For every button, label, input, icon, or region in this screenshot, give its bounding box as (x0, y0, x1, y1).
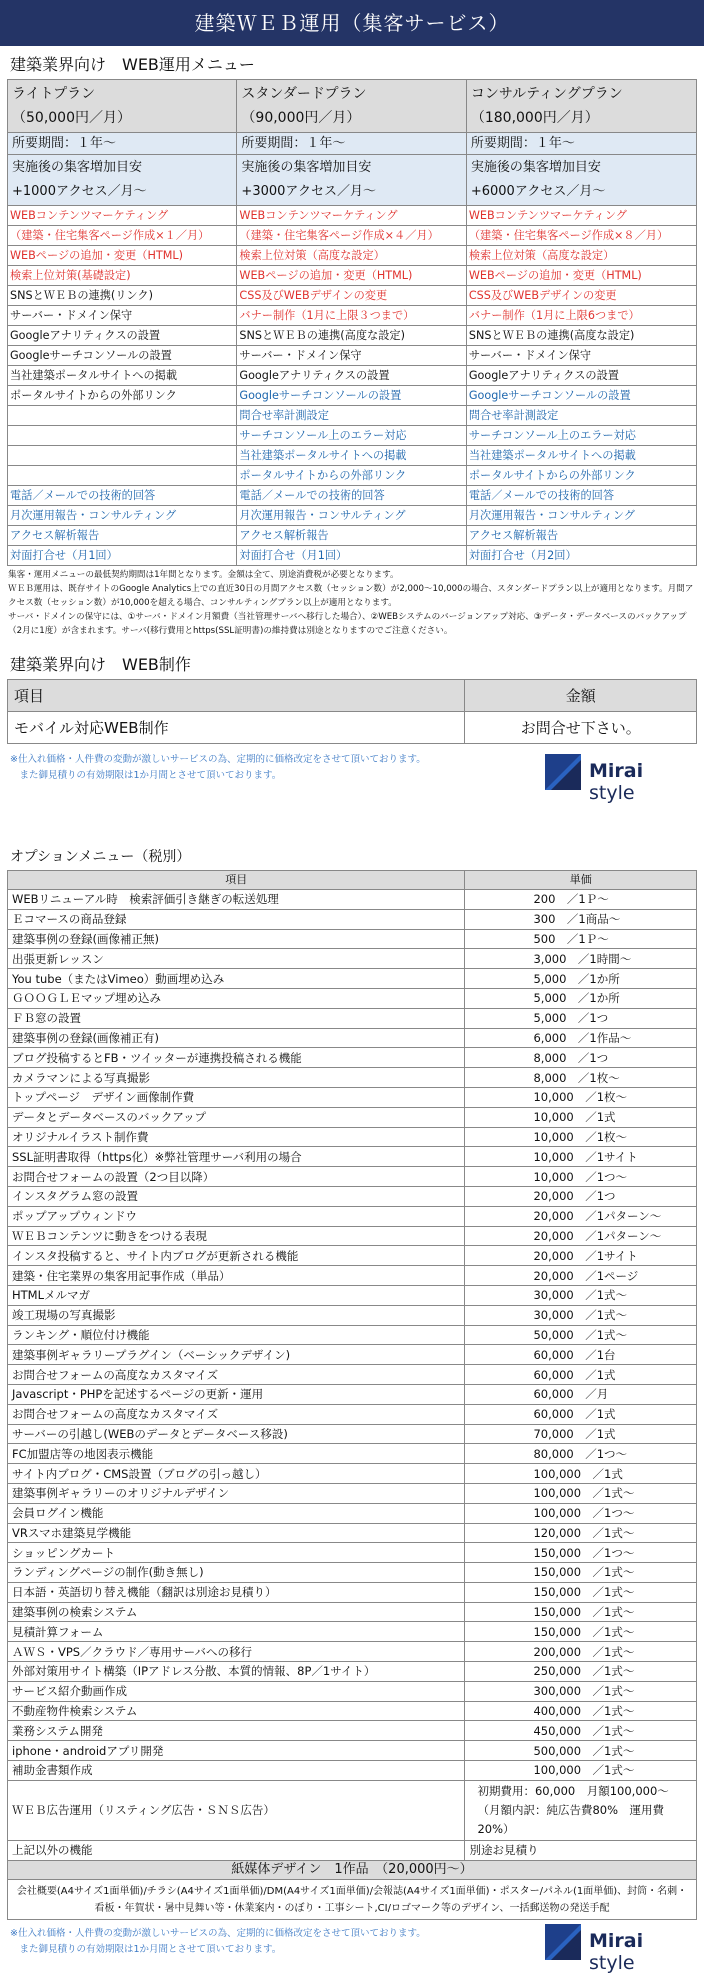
option-price: 30,000 ／1式〜 (465, 1305, 697, 1325)
option-row (8, 1325, 697, 1345)
notice-line: また御見積りの有効期限は1か月間とさせて頂いております。 (10, 1944, 282, 1956)
menu-section-title: 建築業界向け WEB運用メニュー (10, 55, 255, 74)
option-row (8, 1127, 697, 1147)
plan-feature: 月次運用報告・コンサルティング (237, 506, 466, 526)
option-row (8, 929, 697, 949)
plan-feature: 対面打合せ（月1回） (8, 546, 237, 566)
option-item: 建築事例の検索システム (8, 1602, 465, 1622)
plan-feature-row (8, 226, 697, 246)
production-section-title: 建築業界向け WEB制作 (10, 655, 191, 674)
option-price: 20,000 ／1つ (465, 1186, 697, 1206)
option-item: データとデータベースのバックアップ (8, 1107, 465, 1127)
option-row (8, 1523, 697, 1543)
option-row (8, 1107, 697, 1127)
note-line: ＷＥＢ運用は、既存サイトのGoogle Analytics上での直近30日の月間アクセス数（セッション数）が2,000〜10,000の場合、スタンダードプラン以上が適用となります。月間アクセス数（セッション数）が10,000を超える場合、コンサルティングプラン以上が適用となります。 (8, 584, 694, 608)
production-price: お問合せ下さい。 (465, 712, 697, 744)
option-item: SSL証明書取得（https化）※弊社管理サーバ利用の場合 (8, 1147, 465, 1167)
option-item: WEBリニューアル時 検索評価引き継ぎの転送処理 (8, 890, 465, 910)
option-item: ショッピングカート (8, 1543, 465, 1563)
option-item: トップページ デザイン画像制作費 (8, 1087, 465, 1107)
plan-estimate (466, 155, 696, 206)
plan-feature-row (8, 246, 697, 266)
option-item: ポップアップウィンドウ (8, 1206, 465, 1226)
option-price: 10,000 ／1枚〜 (465, 1127, 697, 1147)
option-price: 450,000 ／1式〜 (465, 1721, 697, 1741)
logo-brand: Mirai (589, 760, 644, 782)
option-item: ＡＷＳ・VPS／クラウド／専用サーバへの移行 (8, 1642, 465, 1662)
plan-feature: 電話／メールでの技術的回答 (466, 486, 696, 506)
plan-feature: Googleアナリティクスの設置 (466, 366, 696, 386)
plan-notes (0, 566, 704, 638)
plan-feature: CSS及びWEBデザインの変更 (237, 286, 466, 306)
plan-feature: 月次運用報告・コンサルティング (466, 506, 696, 526)
notice-line: また御見積りの有効期限は1か月間とさせて頂いております。 (10, 770, 282, 781)
ad-price (465, 1780, 697, 1840)
option-item: Ｅコマースの商品登録 (8, 909, 465, 929)
plan-header-consulting (466, 80, 696, 133)
plan-feature: WEBページの追加・変更（HTML) (8, 246, 237, 266)
notice-line: ※仕入れ価格・人件費の変動が激しいサービスの為、定期的に価格改定をさせて頂いております。 (10, 754, 426, 765)
option-price: 10,000 ／1つ〜 (465, 1167, 697, 1187)
plan-feature-row (8, 346, 697, 366)
plan-estimate (8, 155, 237, 206)
option-item: インスタグラム窓の設置 (8, 1186, 465, 1206)
plan-price: （90,000円／月） (241, 110, 361, 126)
plan-feature: 当社建築ポータルサイトへの掲載 (466, 446, 696, 466)
option-price: 150,000 ／1式〜 (465, 1582, 697, 1602)
option-price: 300,000 ／1式〜 (465, 1681, 697, 1701)
option-price: 100,000 ／1式〜 (465, 1761, 697, 1781)
notice-line: ※仕入れ価格・人件費の変動が激しいサービスの為、定期的に価格改定をさせて頂いております。 (10, 1928, 426, 1940)
plan-feature: WEBページの追加・変更（HTML) (237, 266, 466, 286)
plan-feature: 電話／メールでの技術的回答 (237, 486, 466, 506)
option-price: 20,000 ／1サイト (465, 1246, 697, 1266)
logo-mark-icon (545, 1924, 581, 1960)
option-price: 20,000 ／1パターン〜 (465, 1226, 697, 1246)
estimate-label: 実施後の集客増加目安 (470, 160, 601, 175)
production-item: モバイル対応WEB制作 (8, 712, 465, 744)
plan-header-standard (237, 80, 466, 133)
options-head-item: 項目 (8, 871, 465, 890)
option-item: 外部対策用サイト構築（IPアドレス分散、本質的情報、8P／1サイト） (8, 1662, 465, 1682)
plan-name: ライトプラン (12, 86, 96, 102)
plan-feature: 対面打合せ（月2回） (466, 546, 696, 566)
plan-feature: Googleアナリティクスの設置 (8, 326, 237, 346)
option-row (8, 1186, 697, 1206)
option-price: 500,000 ／1式〜 (465, 1741, 697, 1761)
option-item: VRスマホ建築見学機能 (8, 1523, 465, 1543)
plan-term: 所要期間：１年〜 (466, 133, 696, 155)
option-row (8, 1345, 697, 1365)
plan-name: コンサルティングプラン (470, 86, 623, 102)
plan-feature (8, 446, 237, 466)
option-item: お問合せフォームの設置（2つ目以降） (8, 1167, 465, 1187)
option-row (8, 1622, 697, 1642)
option-row (8, 1087, 697, 1107)
option-row (8, 1563, 697, 1583)
option-item: ＧＯＯＧＬＥマップ埋め込み (8, 988, 465, 1008)
option-row (8, 1741, 697, 1761)
option-row (8, 1068, 697, 1088)
plan-feature: Googleアナリティクスの設置 (237, 366, 466, 386)
option-row (8, 1602, 697, 1622)
ad-price-line: （月額内訳：純広告費80% 運用費20%） (477, 1802, 665, 1836)
option-row (8, 1167, 697, 1187)
plan-feature: WEBページの追加・変更（HTML) (466, 266, 696, 286)
option-price: 60,000 ／月 (465, 1384, 697, 1404)
option-row (8, 1761, 697, 1781)
plan-feature: アクセス解析報告 (8, 526, 237, 546)
option-price: 5,000 ／1か所 (465, 969, 697, 989)
option-row (8, 1543, 697, 1563)
option-item: FC加盟店等の地図表示機能 (8, 1444, 465, 1464)
plan-feature: （建築・住宅集客ページ作成×８／月） (466, 226, 696, 246)
option-price: 10,000 ／1式 (465, 1107, 697, 1127)
ad-item: ＷＥＢ広告運用（リスティング広告・ＳＮＳ広告） (8, 1780, 465, 1840)
option-price: 3,000 ／1時間〜 (465, 949, 697, 969)
plan-feature (8, 466, 237, 486)
option-price: 200,000 ／1式〜 (465, 1642, 697, 1662)
option-price: 80,000 ／1つ〜 (465, 1444, 697, 1464)
plan-feature: （建築・住宅集客ページ作成×１／月） (8, 226, 237, 246)
plan-feature: （建築・住宅集客ページ作成×４／月） (237, 226, 466, 246)
plan-table (7, 79, 697, 566)
plan-feature: サーチコンソール上のエラー対応 (237, 426, 466, 446)
plan-feature: 問合せ率計測設定 (237, 406, 466, 426)
plan-feature: 問合せ率計測設定 (466, 406, 696, 426)
option-row (8, 1642, 697, 1662)
logo-mark-icon (545, 754, 581, 790)
logo-suffix: style (589, 782, 635, 804)
logo-text (589, 760, 690, 804)
option-row (8, 1681, 697, 1701)
plan-feature: ポータルサイトからの外部リンク (8, 386, 237, 406)
plan-feature: サーバー・ドメイン保守 (466, 346, 696, 366)
option-item: HTMLメルマガ (8, 1285, 465, 1305)
plan-term: 所要期間：１年〜 (237, 133, 466, 155)
option-item: iphone・androidアプリ開発 (8, 1741, 465, 1761)
option-price: 150,000 ／1式〜 (465, 1622, 697, 1642)
mirai-style-logo (545, 754, 690, 804)
plan-feature: 検索上位対策(基礎設定) (8, 266, 237, 286)
plan-feature: アクセス解析報告 (237, 526, 466, 546)
option-row (8, 1266, 697, 1286)
option-item: You tube（またはVimeo）動画埋め込み (8, 969, 465, 989)
option-price: 70,000 ／1式 (465, 1424, 697, 1444)
plan-feature-row (8, 386, 697, 406)
plan-feature-row (8, 546, 697, 566)
option-row (8, 1444, 697, 1464)
estimate-label: 実施後の集客増加目安 (241, 160, 372, 175)
option-row (8, 1028, 697, 1048)
option-item: 建築事例ギャラリーのオリジナルデザイン (8, 1483, 465, 1503)
plan-feature: アクセス解析報告 (466, 526, 696, 546)
notice-block (0, 744, 704, 804)
plan-feature: 検索上位対策（高度な設定） (237, 246, 466, 266)
ad-price-line: 初期費用：60,000 月額100,000〜 (477, 1783, 669, 1798)
option-price: 10,000 ／1サイト (465, 1147, 697, 1167)
option-row (8, 988, 697, 1008)
plan-feature-row (8, 406, 697, 426)
plan-feature-row (8, 526, 697, 546)
option-price: 150,000 ／1式〜 (465, 1563, 697, 1583)
note-line: 集客・運用メニューの最低契約期間は1年間となります。金額は全て、別途消費税が必要となります。 (8, 570, 399, 580)
option-item: 出張更新レッスン (8, 949, 465, 969)
option-price: 100,000 ／1つ〜 (465, 1503, 697, 1523)
production-head-price: 金額 (465, 680, 697, 712)
plan-feature (8, 426, 237, 446)
option-row (8, 1147, 697, 1167)
plan-feature: Googleサーチコンソールの設置 (237, 386, 466, 406)
plan-feature: CSS及びWEBデザインの変更 (466, 286, 696, 306)
options-section-title: オプションメニュー（税別） (10, 849, 191, 865)
plan-feature-row (8, 206, 697, 226)
plan-feature: WEBコンテンツマーケティング (466, 206, 696, 226)
option-row (8, 1662, 697, 1682)
option-row (8, 1384, 697, 1404)
option-item: サイト内ブログ・CMS設置（ブログの引っ越し） (8, 1464, 465, 1484)
option-price: 6,000 ／1作品〜 (465, 1028, 697, 1048)
option-price: 300 ／1商品〜 (465, 909, 697, 929)
option-row (8, 1285, 697, 1305)
plan-estimate (237, 155, 466, 206)
option-item: サービス紹介動画作成 (8, 1681, 465, 1701)
option-row (8, 1483, 697, 1503)
estimate-value: +6000アクセス／月〜 (470, 184, 606, 199)
option-row (8, 1721, 697, 1741)
option-price: 100,000 ／1式 (465, 1464, 697, 1484)
paper-design-title: 紙媒体デザイン 1作品 （20,000円〜） (8, 1860, 697, 1880)
plan-feature-row (8, 506, 697, 526)
option-row (8, 1424, 697, 1444)
plan-feature-row (8, 266, 697, 286)
option-item: インスタ投稿すると、サイト内ブログが更新される機能 (8, 1246, 465, 1266)
option-item: お問合せフォームの高度なカスタマイズ (8, 1365, 465, 1385)
plan-feature-row (8, 286, 697, 306)
plan-feature: サーチコンソール上のエラー対応 (466, 426, 696, 446)
option-price: 60,000 ／1式 (465, 1365, 697, 1385)
option-item: ランキング・順位付け機能 (8, 1325, 465, 1345)
option-row (8, 1048, 697, 1068)
logo-suffix: style (589, 1952, 635, 1975)
option-row (8, 1503, 697, 1523)
plan-price: （180,000円／月） (470, 110, 599, 126)
plan-feature: SNSとＷＥＢの連携(高度な設定) (466, 326, 696, 346)
option-item: 業務システム開発 (8, 1721, 465, 1741)
logo-text (589, 1930, 690, 1974)
option-price: 10,000 ／1枚〜 (465, 1087, 697, 1107)
plan-price: （50,000円／月） (12, 110, 131, 126)
option-item: 建築事例の登録(画像補正無) (8, 929, 465, 949)
plan-feature: WEBコンテンツマーケティング (8, 206, 237, 226)
option-item: 建築事例ギャラリープラグイン（ベーシックデザイン) (8, 1345, 465, 1365)
other-item: 上記以外の機能 (8, 1840, 465, 1860)
option-row (8, 1008, 697, 1028)
paper-design-note: 会社概要(A4サイズ1面単価)/チラシ(A4サイズ1面単価)/DM(A4サイズ1面単価)/会報誌(A4サイズ1面単価)・ポスター/パネル(1面単価)、封筒・名刺・看板・年賀状・暑中見舞い等・休業案内・のぼり・工事シート,CI/ロゴマーク等のデザイン、一括郵送物の発送手配 (8, 1880, 697, 1920)
plan-feature: サーバー・ドメイン保守 (8, 306, 237, 326)
plan-feature: バナー制作（1月に上限6つまで） (466, 306, 696, 326)
option-price: 5,000 ／1つ (465, 1008, 697, 1028)
option-row (8, 1404, 697, 1424)
option-price: 500 ／1Ｐ〜 (465, 929, 697, 949)
option-row (8, 1701, 697, 1721)
option-price: 20,000 ／1パターン〜 (465, 1206, 697, 1226)
option-row (8, 969, 697, 989)
option-price: 8,000 ／1枚〜 (465, 1068, 697, 1088)
plan-feature (8, 406, 237, 426)
plan-feature-row (8, 326, 697, 346)
option-item: ＦＢ窓の設置 (8, 1008, 465, 1028)
plan-feature-row (8, 466, 697, 486)
option-item: サーバーの引越し(WEBのデータとデータベース移設) (8, 1424, 465, 1444)
plan-feature: 検索上位対策（高度な設定） (466, 246, 696, 266)
option-item: Javascript・PHPを記述するページの更新・運用 (8, 1384, 465, 1404)
option-item: 日本語・英語切り替え機能（翻訳は別途お見積り） (8, 1582, 465, 1602)
plan-feature-row (8, 426, 697, 446)
options-head-price: 単価 (465, 871, 697, 890)
plan-feature-row (8, 306, 697, 326)
plan-feature: ポータルサイトからの外部リンク (237, 466, 466, 486)
option-row (8, 1582, 697, 1602)
option-price: 60,000 ／1台 (465, 1345, 697, 1365)
option-item: ランディングページの制作(動き無し) (8, 1563, 465, 1583)
other-price: 別途お見積り (465, 1840, 697, 1860)
option-item: 会員ログイン機能 (8, 1503, 465, 1523)
plan-feature-row (8, 366, 697, 386)
option-item: 補助金書類作成 (8, 1761, 465, 1781)
production-table (7, 679, 697, 744)
plan-term: 所要期間：１年〜 (8, 133, 237, 155)
option-item: 建築事例の登録(画像補正有) (8, 1028, 465, 1048)
note-line: サーバ・ドメインの保守には、①サーバ・ドメイン月額費（当社管理サーバへ移行した場合）、②WEBシステムのバージョンアップ対応、③データ・データベースのバックアップ（2月に1度）が含まれます。サーバ(移行費用とhttps(SSL証明書)の維持費は別途となりますのでご注意ください。 (8, 612, 687, 636)
plan-feature: SNSとＷＥＢの連携(高度な設定) (237, 326, 466, 346)
option-price: 150,000 ／1つ〜 (465, 1543, 697, 1563)
option-row (8, 1464, 697, 1484)
option-row (8, 909, 697, 929)
option-item: ＷＥＢコンテンツに動きをつける表現 (8, 1226, 465, 1246)
notice-block-bottom (0, 1920, 704, 1976)
option-row (8, 1365, 697, 1385)
plan-feature: WEBコンテンツマーケティング (237, 206, 466, 226)
option-price: 250,000 ／1式〜 (465, 1662, 697, 1682)
plan-header-light (8, 80, 237, 133)
estimate-label: 実施後の集客増加目安 (12, 160, 143, 175)
plan-feature-row (8, 486, 697, 506)
option-row (8, 1226, 697, 1246)
option-item: カメラマンによる写真撮影 (8, 1068, 465, 1088)
plan-feature: 当社建築ポータルサイトへの掲載 (8, 366, 237, 386)
plan-feature: ポータルサイトからの外部リンク (466, 466, 696, 486)
plan-feature-row (8, 446, 697, 466)
plan-feature: 当社建築ポータルサイトへの掲載 (237, 446, 466, 466)
option-price: 400,000 ／1式〜 (465, 1701, 697, 1721)
option-price: 5,000 ／1か所 (465, 988, 697, 1008)
option-price: 60,000 ／1式 (465, 1404, 697, 1424)
option-row (8, 890, 697, 910)
plan-feature: Googleサーチコンソールの設置 (466, 386, 696, 406)
option-price: 150,000 ／1式〜 (465, 1602, 697, 1622)
plan-name: スタンダードプラン (241, 86, 367, 102)
option-price: 8,000 ／1つ (465, 1048, 697, 1068)
option-item: ブログ投稿するとFB・ツイッターが連携投稿される機能 (8, 1048, 465, 1068)
option-price: 50,000 ／1式〜 (465, 1325, 697, 1345)
option-row (8, 949, 697, 969)
option-item: 不動産物件検索システム (8, 1701, 465, 1721)
option-row (8, 1206, 697, 1226)
production-head-item: 項目 (8, 680, 465, 712)
option-row (8, 1305, 697, 1325)
plan-feature: 月次運用報告・コンサルティング (8, 506, 237, 526)
options-table (7, 870, 697, 1920)
option-item: 竣工現場の写真撮影 (8, 1305, 465, 1325)
logo-brand: Mirai (589, 1930, 644, 1953)
plan-feature: 対面打合せ（月1回） (237, 546, 466, 566)
plan-feature: Googleサーチコンソールの設置 (8, 346, 237, 366)
page-banner: 建築ＷＥＢ運用（集客サービス） (0, 0, 704, 46)
estimate-value: +1000アクセス／月〜 (12, 184, 147, 199)
option-item: 見積計算フォーム (8, 1622, 465, 1642)
estimate-value: +3000アクセス／月〜 (241, 184, 377, 199)
plan-feature: サーバー・ドメイン保守 (237, 346, 466, 366)
option-price: 100,000 ／1式〜 (465, 1483, 697, 1503)
option-price: 120,000 ／1式〜 (465, 1523, 697, 1543)
option-item: 建築・住宅業界の集客用記事作成（単品） (8, 1266, 465, 1286)
option-price: 30,000 ／1式〜 (465, 1285, 697, 1305)
option-price: 200 ／1Ｐ〜 (465, 890, 697, 910)
option-row (8, 1246, 697, 1266)
plan-feature: 電話／メールでの技術的回答 (8, 486, 237, 506)
option-price: 20,000 ／1ページ (465, 1266, 697, 1286)
plan-feature: SNSとＷＥＢの連携(リンク) (8, 286, 237, 306)
option-item: お問合せフォームの高度なカスタマイズ (8, 1404, 465, 1424)
plan-feature: バナー制作（1月に上限３つまで） (237, 306, 466, 326)
option-item: オリジナルイラスト制作費 (8, 1127, 465, 1147)
mirai-style-logo (545, 1924, 690, 1975)
